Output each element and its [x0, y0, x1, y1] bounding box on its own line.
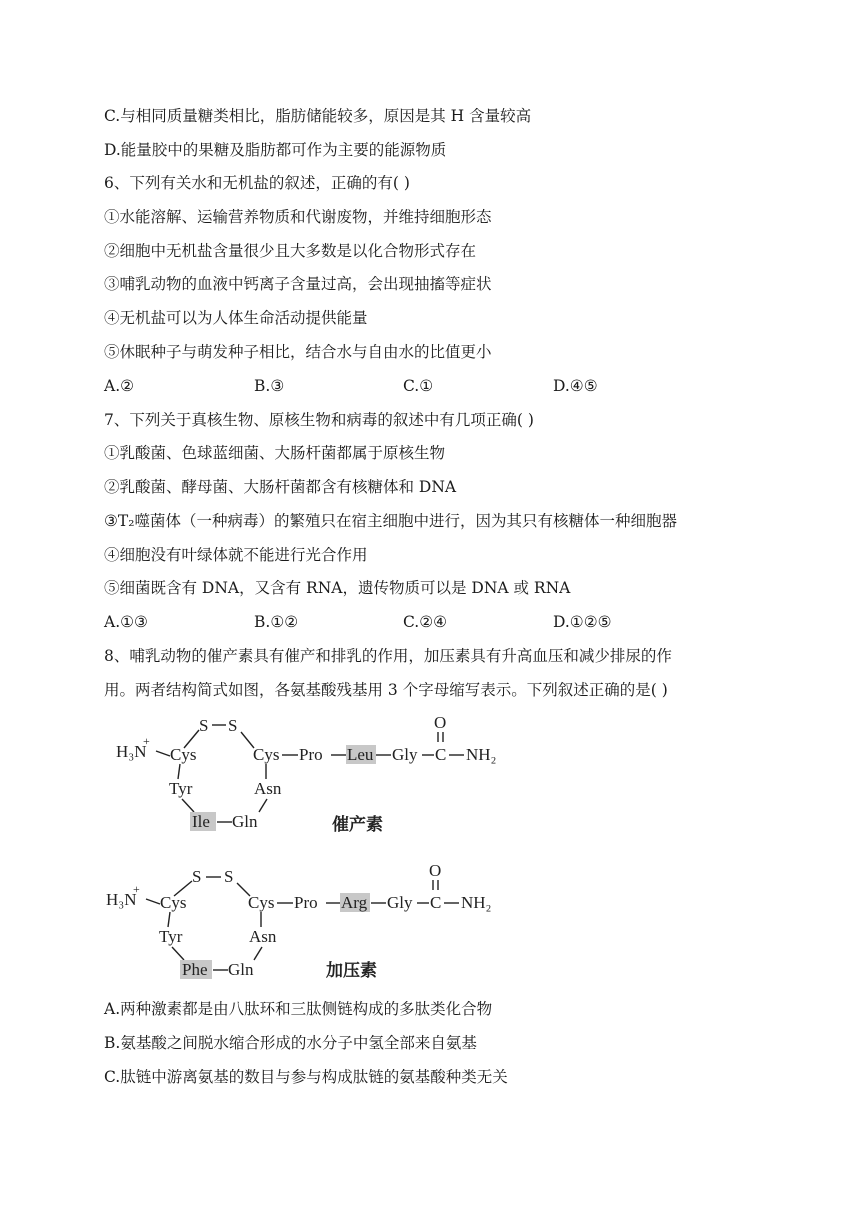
tyr-residue: Tyr [169, 779, 193, 798]
q6-statement-3: ③哺乳动物的血液中钙离子含量过高，会出现抽搐等症状 [104, 275, 492, 293]
phe-residue: Phe [182, 960, 208, 979]
sulfur-1: S [199, 716, 209, 735]
cys-right: Cys [248, 893, 275, 912]
q6-option-b: B.③ [254, 377, 285, 395]
carbonyl-carbon: C [435, 745, 447, 764]
cys-left: Cys [160, 893, 187, 912]
oxygen: O [434, 713, 447, 732]
vasopressin-structure-diagram [104, 860, 524, 990]
carbonyl-carbon: C [430, 893, 442, 912]
bond [182, 799, 194, 812]
ile-residue: Ile [192, 812, 210, 831]
bond [156, 751, 170, 756]
option-d-text: D.能量胶中的果糖及脂肪都可作为主要的能源物质 [104, 141, 447, 159]
sulfur-2: S [228, 716, 238, 735]
oxytocin-structure-diagram [104, 712, 524, 842]
oxytocin-label: 催产素 [332, 815, 383, 835]
q7-option-c: C.②④ [403, 613, 448, 631]
gly-residue: Gly [387, 893, 413, 912]
pro-residue: Pro [294, 893, 318, 912]
asn-residue: Asn [254, 779, 282, 798]
q7-statement-3: ③T₂噬菌体（一种病毒）的繁殖只在宿主细胞中进行，因为其只有核糖体一种细胞器 [104, 512, 677, 530]
question-6-stem: 6、下列有关水和无机盐的叙述，正确的有( ) [104, 174, 410, 192]
pro-residue: Pro [299, 745, 323, 764]
q7-option-d: D.①②⑤ [553, 613, 612, 631]
leu-residue: Leu [347, 745, 374, 764]
charge-plus: + [133, 882, 140, 896]
q8-option-b: B.氨基酸之间脱水缩合形成的水分子中氢全部来自氨基 [104, 1034, 477, 1052]
asn-residue: Asn [249, 927, 277, 946]
q6-option-c: C.① [403, 377, 434, 395]
q7-statement-1: ①乳酸菌、色球蓝细菌、大肠杆菌都属于原核生物 [104, 444, 446, 462]
q7-statement-4: ④细胞没有叶绿体就不能进行光合作用 [104, 546, 368, 564]
bond [146, 899, 160, 904]
question-8-stem-line-1: 8、哺乳动物的催产素具有催产和排乳的作用，加压素具有升高血压和减少排尿的作 [104, 647, 672, 665]
q6-statement-5: ⑤休眠种子与萌发种子相比，结合水与自由水的比值更小 [104, 343, 492, 361]
sulfur-1: S [192, 867, 202, 886]
bond [168, 912, 170, 927]
bond [172, 947, 184, 960]
amine-group: H₃N [106, 890, 137, 909]
q6-statement-2: ②细胞中无机盐含量很少且大多数是以化合物形式存在 [104, 242, 477, 260]
q6-option-d: D.④⑤ [553, 377, 598, 395]
q8-option-c: C.肽链中游离氨基的数目与参与构成肽链的氨基酸种类无关 [104, 1068, 508, 1086]
cys-left: Cys [170, 745, 197, 764]
gln-residue: Gln [228, 960, 254, 979]
question-8-stem-line-2: 用。两者结构简式如图，各氨基酸残基用 3 个字母缩写表示。下列叙述正确的是( ) [104, 681, 668, 699]
bond [259, 799, 267, 812]
q7-statement-2: ②乳酸菌、酵母菌、大肠杆菌都含有核糖体和 DNA [104, 478, 457, 496]
q7-option-a: A.①③ [104, 613, 148, 631]
q6-option-a: A.② [104, 377, 135, 395]
option-c-text: C.与相同质量糖类相比，脂肪储能较多，原因是其 H 含量较高 [104, 107, 532, 125]
q6-statement-4: ④无机盐可以为人体生命活动提供能量 [104, 309, 368, 327]
arg-residue: Arg [341, 893, 368, 912]
q7-statement-5: ⑤细菌既含有 DNA，又含有 RNA，遗传物质可以是 DNA 或 RNA [104, 579, 571, 597]
tyr-residue: Tyr [159, 927, 183, 946]
amide-group: NH₂ [461, 893, 492, 912]
vasopressin-label: 加压素 [326, 961, 377, 981]
bond [254, 947, 262, 960]
cys-right: Cys [253, 745, 280, 764]
oxygen: O [429, 861, 442, 880]
q7-option-b: B.①② [254, 613, 299, 631]
bond [178, 764, 180, 779]
question-7-stem: 7、下列关于真核生物、原核生物和病毒的叙述中有几项正确( ) [104, 411, 534, 429]
charge-plus: + [143, 734, 150, 748]
amine-group: H₃N [116, 742, 147, 761]
gln-residue: Gln [232, 812, 258, 831]
q6-statement-1: ①水能溶解、运输营养物质和代谢废物，并维持细胞形态 [104, 208, 492, 226]
amide-group: NH₂ [466, 745, 497, 764]
sulfur-2: S [224, 867, 234, 886]
q8-option-a: A.两种激素都是由八肽环和三肽侧链构成的多肽类化合物 [104, 1000, 493, 1018]
gly-residue: Gly [392, 745, 418, 764]
